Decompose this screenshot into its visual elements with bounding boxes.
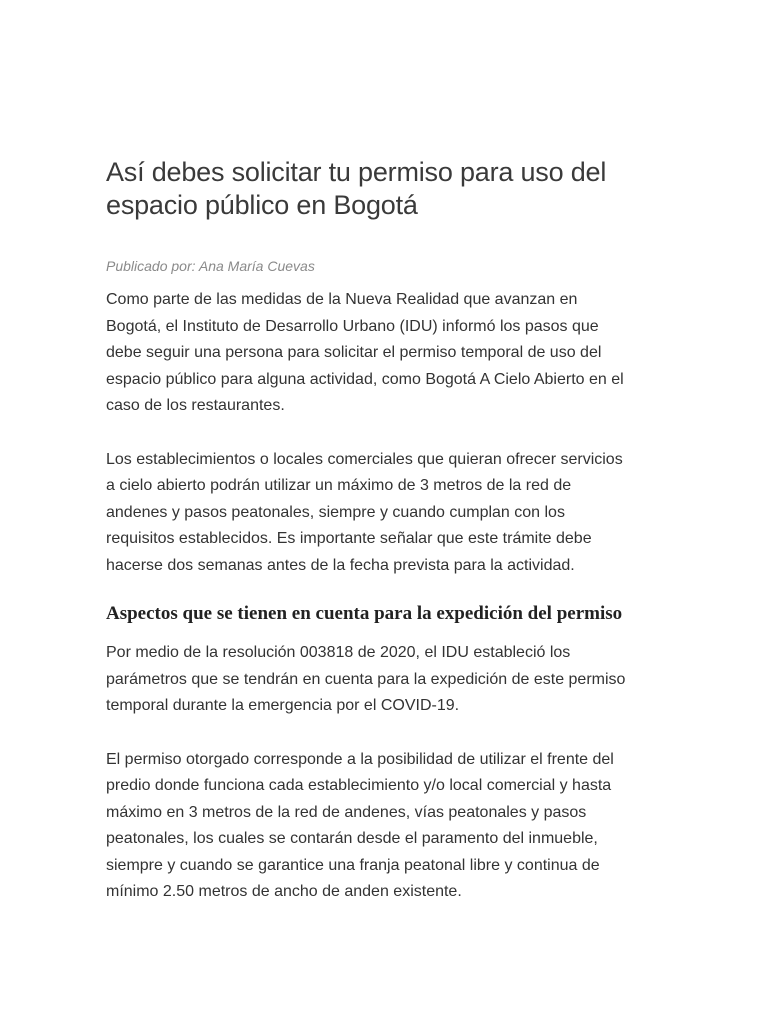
article-paragraph: El permiso otorgado corresponde a la posibilidad de utilizar el frente del predio donde funciona cada establecimiento y/o local comercial y hasta máximo en 3 metros de la red de andenes, vías peatonales y pasos peatonales, los cuales se contarán desde el paramento del inmueble, siempre y cuando se garantice una franja peatonal libre y continua de mínimo 2.50 metros de ancho de anden existente. [106, 750, 614, 900]
section-heading: Aspectos que se tienen en cuenta para la expedición del permiso [106, 603, 623, 624]
article [106, 156, 666, 906]
article-title: Así debes solicitar tu permiso para uso del espacio público en Bogotá [106, 157, 607, 220]
article-byline: Publicado por: Ana María Cuevas [106, 258, 315, 274]
article-paragraph: Por medio de la resolución 003818 de 2020, el IDU estableció los parámetros que se tendrán en cuenta para la expedición de este permiso temporal durante la emergencia por el COVID-19. [106, 644, 626, 714]
article-paragraph: Como parte de las medidas de la Nueva Realidad que avanzan en Bogotá, el Instituto de Desarrollo Urbano (IDU) informó los pasos que debe seguir una persona para solicitar el permiso temporal de uso del espacio público para alguna actividad, como Bogotá A Cielo Abierto en el caso de los restaurantes. [106, 291, 624, 414]
article-paragraph: Los establecimientos o locales comerciales que quieran ofrecer servicios a cielo abierto podrán utilizar un máximo de 3 metros de la red de andenes y pasos peatonales, siempre y cuando cumplan con los requisitos establecidos. Es importante señalar que este trámite debe hacerse dos semanas antes de la fecha prevista para la actividad. [106, 450, 623, 574]
